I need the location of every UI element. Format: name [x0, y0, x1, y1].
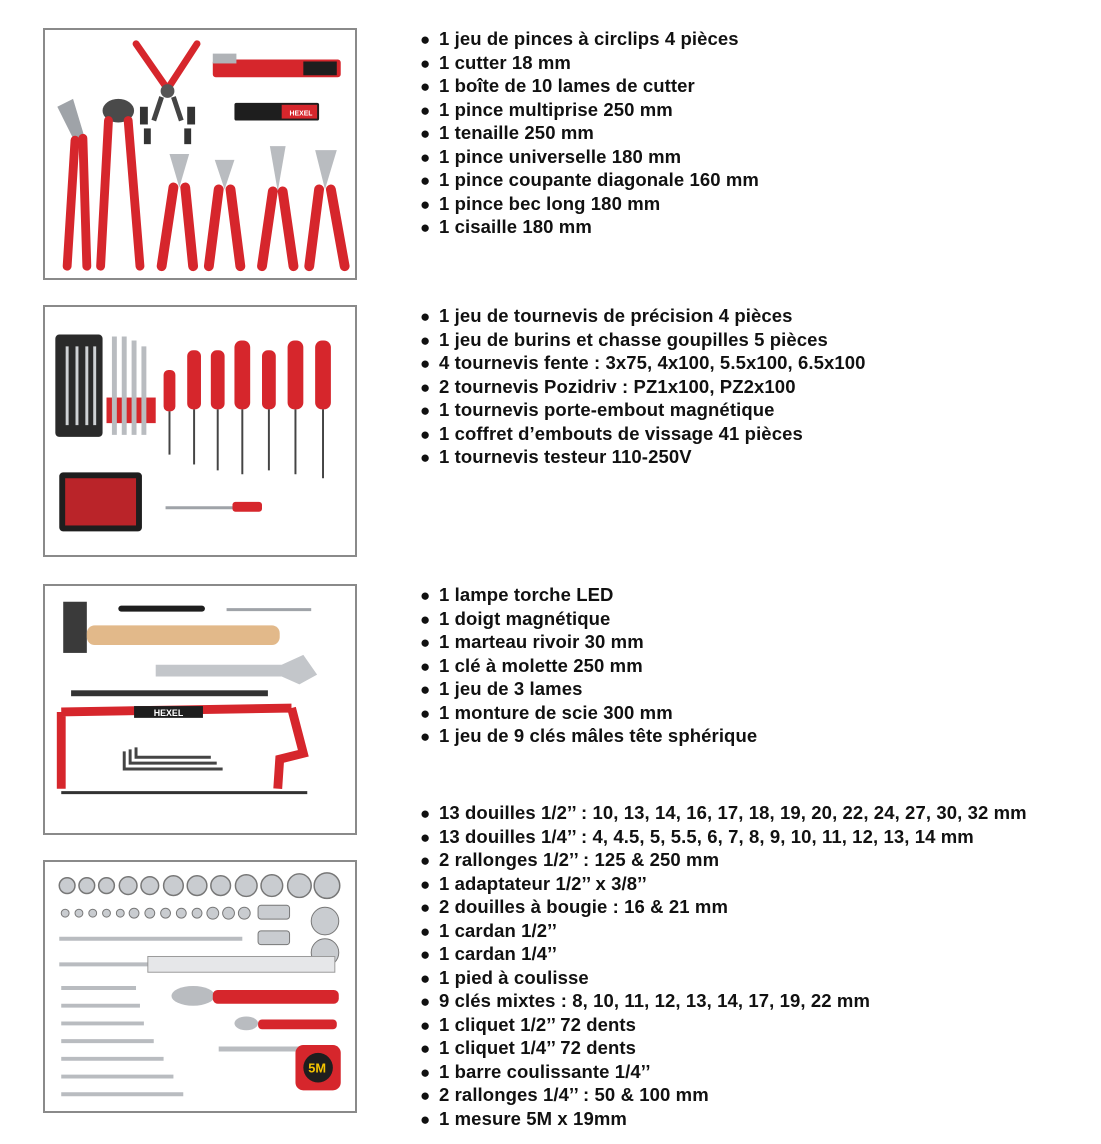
bullet-icon: ● — [420, 968, 431, 988]
list-item — [420, 607, 757, 631]
bullet-icon: ● — [420, 945, 431, 964]
item-list-section-3 — [420, 583, 757, 748]
list-item — [420, 942, 1027, 966]
item-text: 1 tenaille 250 mm — [439, 122, 594, 143]
item-text: 1 cisaille 180 mm — [439, 216, 592, 237]
list-item — [420, 989, 1027, 1013]
bullet-icon: ● — [420, 124, 431, 143]
item-text: 1 doigt magnétique — [439, 607, 611, 629]
list-item — [420, 168, 759, 192]
bullet-icon: ● — [420, 586, 431, 605]
list-item — [420, 27, 759, 51]
list-item — [420, 1107, 1027, 1131]
item-text: 1 monture de scie 300 mm — [439, 701, 673, 723]
bullet-icon: ● — [420, 53, 431, 73]
tape-measure-label: 5M — [308, 1060, 327, 1076]
bullet-icon: ● — [420, 147, 431, 167]
pliers-illustration — [45, 30, 355, 278]
bullet-icon: ● — [420, 377, 431, 397]
blade-box-brand: HEXEL — [289, 110, 313, 118]
bullet-icon: ● — [420, 827, 431, 847]
photo-sockets-wrenches — [43, 860, 357, 1113]
list-item — [420, 1083, 1027, 1107]
list-item — [420, 121, 759, 145]
item-text: 1 cliquet 1/4’’ 72 dents — [439, 1037, 637, 1058]
bullet-icon: ● — [420, 307, 431, 326]
photo-pliers-cutters — [43, 28, 357, 280]
item-text: 1 cardan 1/4’’ — [439, 943, 557, 964]
list-item — [420, 351, 866, 375]
list-item — [420, 1060, 1027, 1084]
list-item — [420, 51, 759, 75]
item-text: 1 pince universelle 180 mm — [439, 145, 682, 167]
bullet-icon: ● — [420, 921, 431, 941]
list-item — [420, 145, 759, 169]
list-item — [420, 98, 759, 122]
screwdrivers-illustration — [45, 307, 355, 555]
list-item — [420, 801, 1027, 825]
bullet-icon: ● — [420, 898, 431, 917]
bullet-icon: ● — [420, 30, 431, 49]
list-item — [420, 872, 1027, 896]
item-text: 1 cutter 18 mm — [439, 51, 571, 73]
bullet-icon: ● — [420, 330, 431, 350]
item-list-section-4 — [420, 801, 1027, 1130]
list-item — [420, 966, 1027, 990]
bullet-icon: ● — [420, 992, 431, 1011]
item-text: 1 boîte de 10 lames de cutter — [439, 75, 695, 96]
list-item — [420, 654, 757, 678]
list-item — [420, 1036, 1027, 1060]
list-item — [420, 192, 759, 216]
photo-screwdrivers — [43, 305, 357, 557]
bullet-icon: ● — [420, 656, 431, 676]
item-text: 1 cardan 1/2’’ — [439, 919, 557, 941]
list-item — [420, 701, 757, 725]
saw-brand: HEXEL — [153, 707, 184, 718]
bullet-icon: ● — [420, 194, 431, 214]
bullet-icon: ● — [420, 354, 431, 373]
bullet-icon: ● — [420, 633, 431, 652]
list-item — [420, 215, 759, 239]
list-item — [420, 445, 866, 469]
bullet-icon: ● — [420, 448, 431, 467]
item-text: 1 jeu de burins et chasse goupilles 5 pièces — [439, 328, 828, 350]
list-item — [420, 74, 759, 98]
item-text: 1 jeu de 3 lames — [439, 678, 583, 699]
list-item — [420, 724, 757, 748]
item-list-section-2 — [420, 304, 866, 469]
bullet-icon: ● — [420, 100, 431, 120]
item-text: 1 adaptateur 1/2’’ x 3/8’’ — [439, 872, 647, 894]
bullet-icon: ● — [420, 680, 431, 699]
bullet-icon: ● — [420, 77, 431, 96]
item-list-section-1 — [420, 27, 759, 239]
list-item — [420, 895, 1027, 919]
bullet-icon: ● — [420, 1086, 431, 1105]
list-item — [420, 848, 1027, 872]
item-text: 1 mesure 5M x 19mm — [439, 1107, 627, 1129]
item-text: 1 lampe torche LED — [439, 584, 614, 605]
bullet-icon: ● — [420, 804, 431, 823]
bullet-icon: ● — [420, 1109, 431, 1129]
bullet-icon: ● — [420, 851, 431, 870]
list-item — [420, 1013, 1027, 1037]
item-text: 1 tournevis testeur 110-250V — [439, 446, 692, 467]
item-text: 1 barre coulissante 1/4’’ — [439, 1060, 651, 1082]
socket-row — [59, 873, 339, 899]
screwdriver-row — [164, 340, 331, 478]
item-text: 1 pince multiprise 250 mm — [439, 98, 673, 120]
bullet-icon: ● — [420, 424, 431, 444]
list-item — [420, 825, 1027, 849]
pliers-row — [162, 146, 345, 266]
item-text: 1 clé à molette 250 mm — [439, 654, 643, 676]
list-item — [420, 398, 866, 422]
item-text: 4 tournevis fente : 3x75, 4x100, 5.5x100, 6.5x100 — [439, 352, 866, 373]
list-item — [420, 422, 866, 446]
item-text: 1 jeu de tournevis de précision 4 pièces — [439, 305, 793, 326]
item-text: 13 douilles 1/4’’ : 4, 4.5, 5, 5.5, 6, 7, 8, 9, 10, 11, 12, 13, 14 mm — [439, 825, 974, 847]
bullet-icon: ● — [420, 171, 431, 190]
item-text: 1 pince bec long 180 mm — [439, 192, 661, 214]
bullet-icon: ● — [420, 727, 431, 746]
bullet-icon: ● — [420, 1015, 431, 1035]
photo-hammer-saw — [43, 584, 357, 835]
item-text: 2 tournevis Pozidriv : PZ1x100, PZ2x100 — [439, 375, 796, 397]
list-item — [420, 328, 866, 352]
item-text: 1 coffret d’embouts de vissage 41 pièces — [439, 422, 803, 444]
bullet-icon: ● — [420, 1039, 431, 1058]
item-text: 1 jeu de 9 clés mâles tête sphérique — [439, 725, 758, 746]
item-text: 2 rallonges 1/2’’ : 125 & 250 mm — [439, 849, 720, 870]
item-text: 1 pince coupante diagonale 160 mm — [439, 169, 759, 190]
item-text: 1 pied à coulisse — [439, 966, 589, 988]
hammer-saw-illustration — [45, 586, 355, 833]
bullet-icon: ● — [420, 401, 431, 420]
list-item — [420, 583, 757, 607]
item-text: 1 tournevis porte-embout magnétique — [439, 399, 775, 420]
bullet-icon: ● — [420, 1062, 431, 1082]
list-item — [420, 375, 866, 399]
item-text: 1 marteau rivoir 30 mm — [439, 631, 644, 652]
list-item — [420, 677, 757, 701]
list-item — [420, 630, 757, 654]
list-item — [420, 919, 1027, 943]
list-item — [420, 304, 866, 328]
item-text: 1 jeu de pinces à circlips 4 pièces — [439, 28, 739, 49]
bullet-icon: ● — [420, 218, 431, 237]
sockets-illustration — [45, 862, 355, 1111]
item-text: 2 rallonges 1/4’’ : 50 & 100 mm — [439, 1084, 709, 1105]
bullet-icon: ● — [420, 609, 431, 629]
wrench-set — [61, 988, 183, 1094]
item-text: 9 clés mixtes : 8, 10, 11, 12, 13, 14, 17, 19, 22 mm — [439, 990, 870, 1011]
item-text: 1 cliquet 1/2’’ 72 dents — [439, 1013, 637, 1035]
item-text: 13 douilles 1/2’’ : 10, 13, 14, 16, 17, 18, 19, 20, 22, 24, 27, 30, 32 mm — [439, 802, 1027, 823]
bullet-icon: ● — [420, 874, 431, 894]
bullet-icon: ● — [420, 703, 431, 723]
item-text: 2 douilles à bougie : 16 & 21 mm — [439, 896, 729, 917]
